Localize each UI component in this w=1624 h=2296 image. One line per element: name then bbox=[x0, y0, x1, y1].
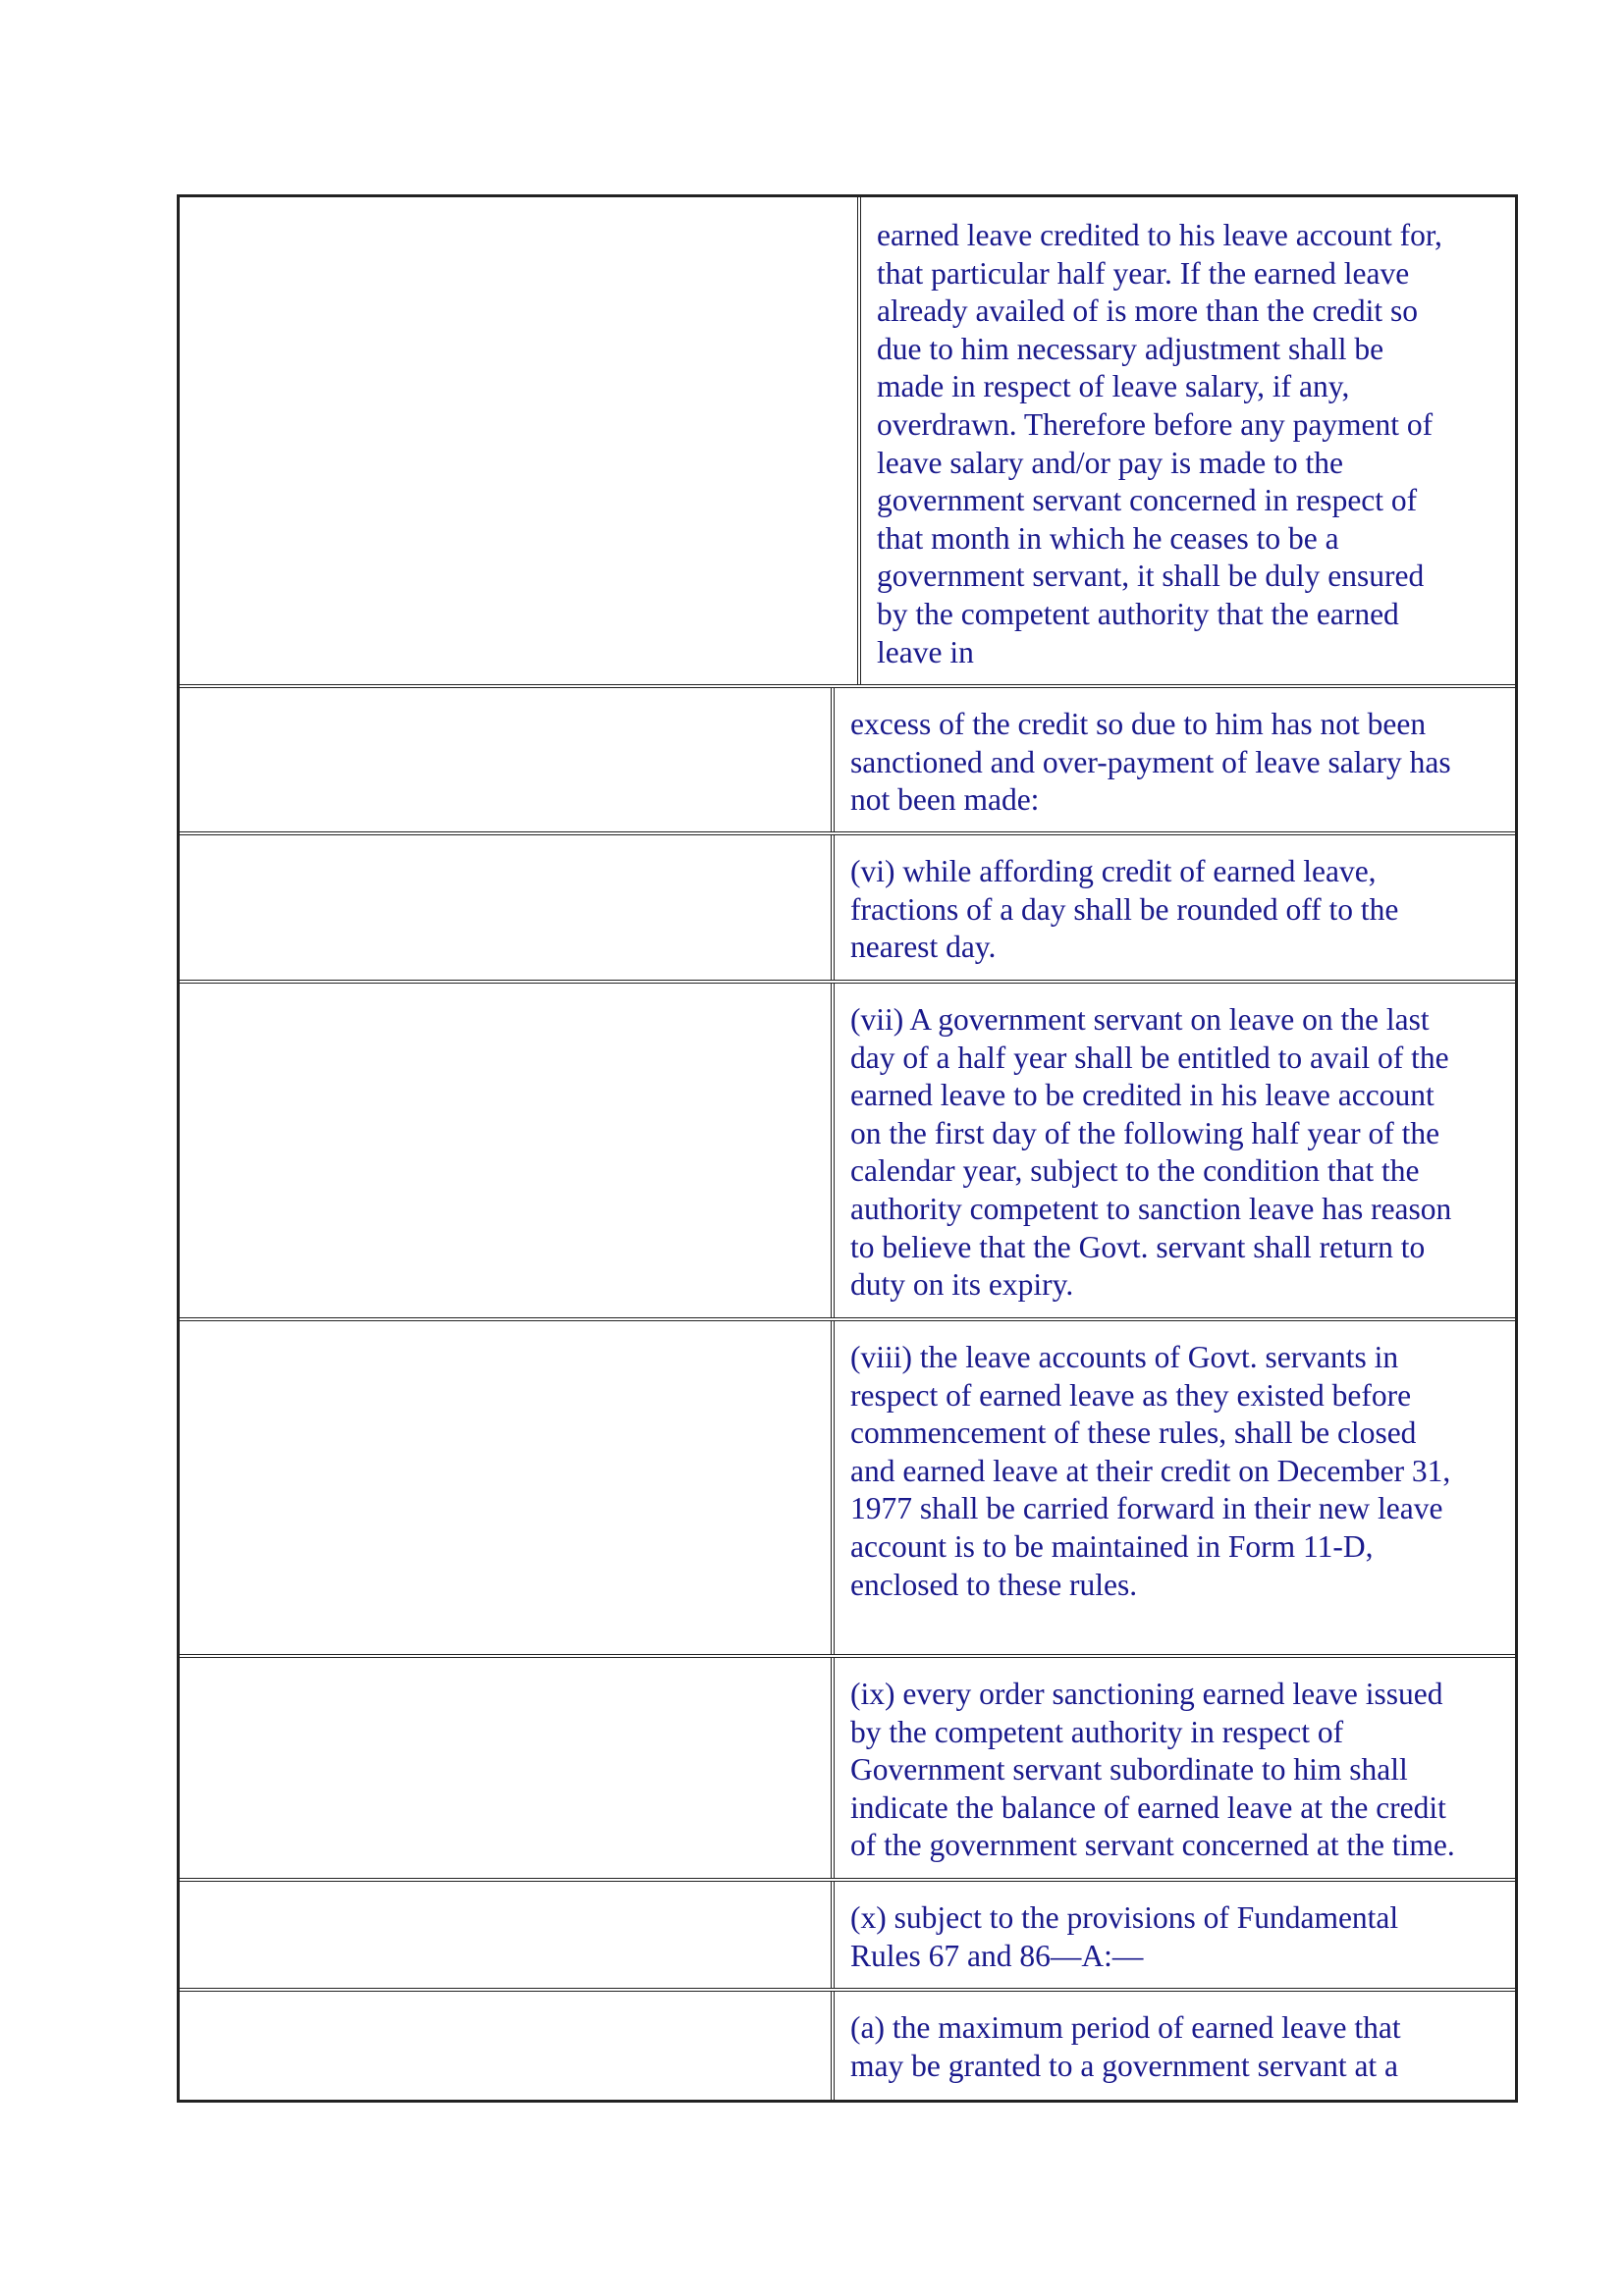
table-row bbox=[180, 688, 1515, 835]
rule-paragraph: (vi) while affording credit of earned leave, fractions of a day shall be rounded off to the nearest day. bbox=[850, 854, 1399, 965]
table-cell-text bbox=[835, 688, 1515, 831]
table-cell-text bbox=[835, 984, 1515, 1317]
table-cell-text bbox=[835, 1321, 1515, 1654]
table-row bbox=[180, 197, 1515, 688]
rule-paragraph: earned leave credited to his leave account for, that particular half year. If the earned leave already availed of is more than the credit so due to him necessary adjustment shall be made in respect of leave salary, if any, overdrawn. Therefore before any payment of leave salary and/or pay is made to the government servant concerned in respect of that month in which he ceases to be a government servant, it shall be duly ensured by the competent authority that the earned leave in bbox=[877, 218, 1442, 669]
table-cell-empty bbox=[180, 197, 861, 684]
table-cell-empty bbox=[180, 984, 835, 1317]
table-cell-text bbox=[835, 835, 1515, 980]
table-row bbox=[180, 1658, 1515, 1882]
table-row bbox=[180, 835, 1515, 984]
rule-paragraph: (a) the maximum period of earned leave that may be granted to a government servant at a bbox=[850, 2010, 1401, 2083]
rule-paragraph: excess of the credit so due to him has not been sanctioned and over-payment of leave salary has not been made: bbox=[850, 707, 1451, 818]
table-cell-empty bbox=[180, 688, 835, 831]
table-row bbox=[180, 1882, 1515, 1992]
table-row bbox=[180, 1321, 1515, 1658]
table-row bbox=[180, 984, 1515, 1321]
rule-paragraph: (ix) every order sanctioning earned leave issued by the competent authority in respect of Government servant subordinate to him shall indicate the balance of earned leave at the credit of the government servant concerned at the time. bbox=[850, 1677, 1455, 1863]
rule-paragraph: (viii) the leave accounts of Govt. servants in respect of earned leave as they existed before commencement of these rules, shall be closed and earned leave at their credit on December 31, 1977 shall be carried forward in their new leave account is to be maintained in Form 11-D, enclosed to these rules. bbox=[850, 1340, 1451, 1602]
table-cell-empty bbox=[180, 1658, 835, 1878]
rule-paragraph: (x) subject to the provisions of Fundamental Rules 67 and 86—A:— bbox=[850, 1900, 1399, 1973]
rules-table bbox=[177, 194, 1518, 2103]
table-cell-empty bbox=[180, 1882, 835, 1988]
table-cell-text bbox=[835, 1882, 1515, 1988]
table-cell-empty bbox=[180, 835, 835, 980]
table-cell-text bbox=[861, 197, 1515, 684]
table-cell-empty bbox=[180, 1992, 835, 2100]
table-row bbox=[180, 1992, 1515, 2100]
table-cell-empty bbox=[180, 1321, 835, 1654]
table-cell-text bbox=[835, 1992, 1515, 2100]
table-cell-text bbox=[835, 1658, 1515, 1878]
rule-paragraph: (vii) A government servant on leave on the last day of a half year shall be entitled to avail of the earned leave to be credited in his leave account on the first day of the following half year of the calendar year, subject to the condition that the authority competent to sanction leave has reason to believe that the Govt. servant shall return to duty on its expiry. bbox=[850, 1002, 1452, 1303]
